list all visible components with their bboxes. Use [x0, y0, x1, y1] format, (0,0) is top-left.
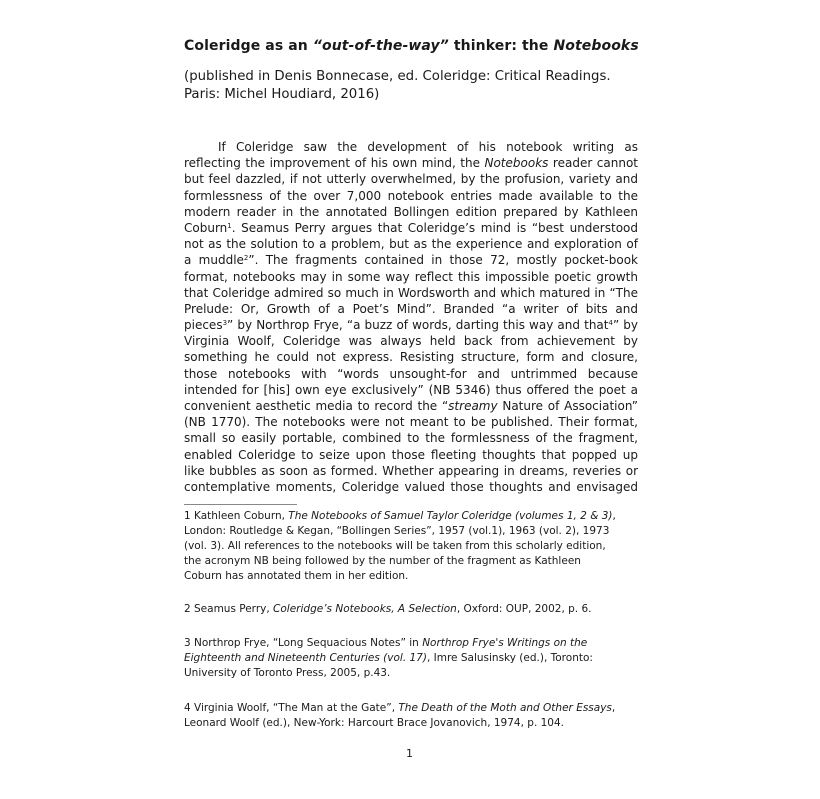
footnote-line: [184, 701, 644, 716]
italic-text: Coleridge’s Notebooks, A Selection: [273, 603, 457, 615]
italic-text: The Notebooks of Samuel Taylor Coleridge (volumes 1, 2 & 3): [288, 510, 613, 522]
text-run: 3 Northrop Frye, “Long Sequacious Notes” in: [184, 637, 423, 649]
body-line: [184, 447, 638, 463]
body-line: [184, 349, 638, 365]
footnote-line: [184, 554, 644, 569]
body-line: [184, 382, 638, 398]
footnote-separator: [184, 504, 297, 505]
text-run: something he could not express. Resisting structure, form and closure,: [184, 350, 638, 365]
italic-text: Eighteenth and Nineteenth Centuries (vol. 17): [184, 652, 427, 664]
body-line: [184, 155, 638, 171]
text-run: formlessness of the over 7,000 notebook entries made available to the: [184, 188, 638, 203]
text-run: the acronym NB being followed by the number of the fragment as Kathleen: [184, 555, 581, 567]
footnote-reference: 2: [243, 254, 249, 263]
document-title: [184, 38, 639, 54]
body-line: [184, 139, 638, 155]
footnote-2: [184, 602, 644, 617]
text-run: (NB 1770). The notebooks were not meant to be published. Their format,: [184, 415, 638, 430]
text-run: that Coleridge admired so much in Wordsworth and which matured in “The: [184, 285, 638, 300]
footnote-line: [184, 636, 644, 651]
text-run: pieces: [184, 318, 223, 333]
text-run: small so easily portable, combined to the formlessness of the fragment,: [184, 431, 638, 446]
text-run: those notebooks with “words unsought-for and untrimmed because: [184, 366, 638, 381]
footnote-line: [184, 651, 644, 666]
footnote-line: [184, 524, 644, 539]
footnote-line: [184, 539, 644, 554]
body-line: [184, 204, 638, 220]
text-run: If Coleridge saw the development of his notebook writing as: [218, 140, 638, 154]
body-line: [184, 269, 638, 285]
body-line: [184, 236, 638, 252]
text-run: , Oxford: OUP, 2002, p. 6.: [456, 603, 592, 615]
text-run: ,: [611, 702, 616, 714]
body-line: [184, 188, 638, 204]
text-run: format, notebooks may in some way reflect this impossible poetic growth: [184, 269, 638, 284]
text-run: 2 Seamus Perry,: [184, 603, 274, 615]
footnote-line: [184, 509, 644, 524]
body-line: [184, 301, 638, 317]
text-run: contemplative moments, Coleridge valued those thoughts and envisaged: [184, 479, 638, 494]
italic-text: Northrop Frye's Writings on the: [422, 637, 588, 649]
publication-line: (published in Denis Bonnecase, ed. Coleridge: Critical Readings.: [184, 69, 611, 84]
title-emphasis: “out-of-the-way”: [312, 38, 449, 54]
footnote-4: [184, 701, 644, 731]
footnote-line: [184, 716, 644, 731]
title-text: thinker: the: [448, 38, 554, 54]
footnote-line: [184, 569, 644, 584]
body-line: [184, 366, 638, 382]
text-run: Prelude: Or, Growth of a Poet’s Mind”. Branded “a writer of bits and: [184, 301, 638, 316]
text-run: but feel dazzled, if not utterly overwhelmed, by the profusion, variety and: [184, 172, 638, 187]
body-paragraph: [184, 139, 638, 495]
text-run: not as the solution to a problem, but as the experience and exploration of: [184, 237, 638, 252]
text-run: , Imre Salusinsky (ed.), Toronto:: [426, 652, 593, 664]
body-line: [184, 317, 638, 333]
body-line: [184, 333, 638, 349]
text-run: ” by Northrop Frye, “a buzz of words, darting this way and that: [227, 318, 609, 333]
text-run: convenient aesthetic media to record the “: [184, 399, 449, 413]
italic-text: The Death of the Moth and Other Essays: [398, 702, 612, 714]
footnote-reference: 3: [222, 319, 228, 328]
text-run: Leonard Woolf (ed.), New-York: Harcourt Brace Jovanovich, 1974, p. 104.: [184, 717, 564, 729]
footnote-reference: 4: [608, 319, 613, 328]
footnote-3: [184, 636, 644, 681]
body-line: [184, 220, 638, 236]
title-text: Coleridge as an: [184, 38, 313, 54]
body-line: [184, 414, 638, 430]
footnote-1: [184, 509, 644, 584]
body-line: [184, 479, 638, 495]
italic-text: streamy: [448, 399, 498, 413]
text-run: modern reader in the annotated Bollingen edition prepared by Kathleen: [184, 204, 638, 219]
body-line: [184, 398, 638, 414]
text-run: a muddle: [184, 253, 244, 268]
text-run: Nature of Association”: [497, 399, 638, 413]
text-run: Coburn has annotated them in her edition.: [184, 570, 409, 582]
text-run: Virginia Woolf, Coleridge was always held back from achievement by: [184, 334, 638, 349]
page-number: 1: [406, 747, 413, 760]
publication-info: [184, 68, 654, 104]
body-line: [184, 252, 638, 268]
text-run: 1 Kathleen Coburn,: [184, 510, 289, 522]
text-run: intended for [his] own eye exclusively” (NB 5346) thus offered the poet a: [184, 382, 638, 397]
footnote-line: [184, 602, 644, 617]
text-run: University of Toronto Press, 2005, p.43.: [184, 667, 391, 679]
text-run: reflecting the improvement of his own mind, the: [184, 156, 485, 171]
text-run: (vol. 3). All references to the notebooks will be taken from this scholarly edition,: [184, 540, 606, 552]
title-emphasis: Notebooks: [553, 38, 639, 54]
text-run: enabled Coleridge to seize upon those fleeting thoughts that popped up: [184, 447, 638, 462]
text-run: 4 Virginia Woolf, “The Man at the Gate”,: [184, 702, 399, 714]
text-run: London: Routledge & Kegan, “Bollingen Series”, 1957 (vol.1), 1963 (vol. 2), 1973: [184, 525, 610, 537]
body-line: [184, 430, 638, 446]
text-run: . Seamus Perry argues that Coleridge’s mind is “best understood: [231, 220, 638, 235]
body-line: [184, 285, 638, 301]
footnote-line: [184, 666, 644, 681]
body-line: [184, 463, 638, 479]
text-run: ”. The fragments contained in those 72, mostly pocket-book: [248, 253, 639, 268]
body-line: [184, 171, 638, 187]
text-run: reader cannot: [548, 156, 638, 171]
publication-line: Paris: Michel Houdiard, 2016): [184, 87, 380, 102]
text-run: Coburn: [184, 220, 228, 235]
text-run: ” by: [612, 318, 638, 333]
italic-text: Notebooks: [484, 156, 549, 171]
text-run: like bubbles as soon as formed. Whether appearing in dreams, reveries or: [184, 463, 638, 478]
footnote-reference: 1: [227, 221, 232, 230]
text-run: ,: [612, 510, 616, 522]
